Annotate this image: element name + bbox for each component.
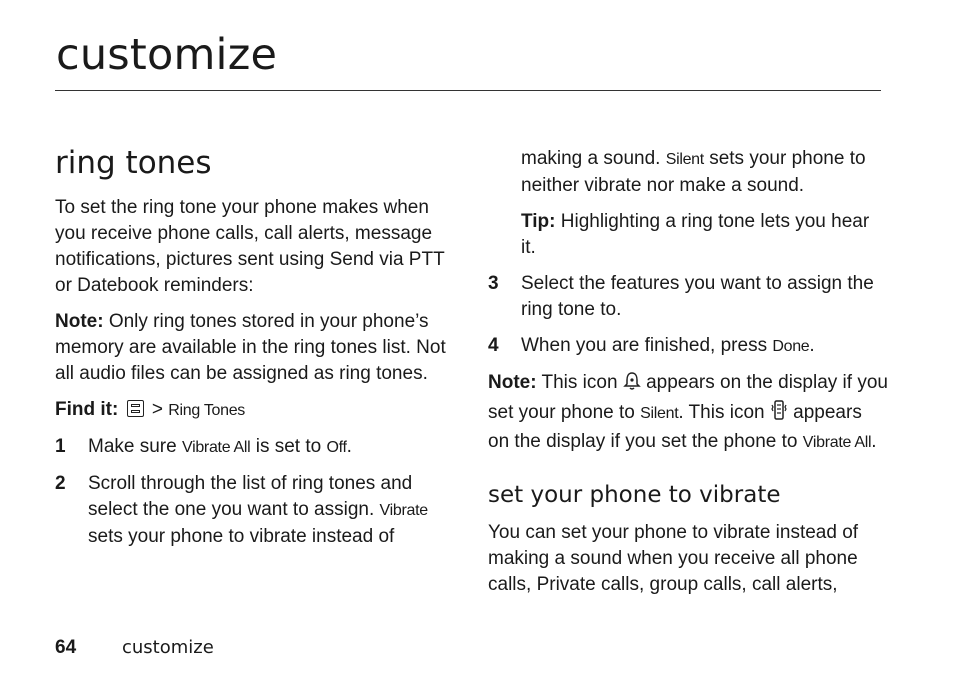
tip-paragraph <box>488 209 888 261</box>
note-paragraph <box>55 309 450 387</box>
note-label: Note: <box>55 311 104 332</box>
step-number: 4 <box>488 335 499 356</box>
running-head: customize <box>122 637 214 658</box>
step-3 <box>488 271 888 323</box>
ui-term-done: Done <box>772 338 810 355</box>
left-column <box>55 143 450 560</box>
find-it-line <box>55 397 450 424</box>
step-text: When you are finished, press Done. <box>521 335 815 356</box>
tip-text: Highlighting a ring tone lets you hear it. <box>521 211 870 258</box>
vibrate-paragraph: You can set your phone to vibrate instead of making a sound when you receive all phone calls, Private calls, group calls, call alerts, <box>488 522 859 595</box>
ui-term-silent: Silent <box>665 151 704 168</box>
ui-term-off: Off <box>326 439 347 456</box>
step-text: Scroll through the list of ring tones and select the one you want to assign. Vibrate sets your phone to vibrate instead of <box>88 473 428 547</box>
section-heading-ring-tones: ring tones <box>55 145 212 181</box>
menu-key-icon <box>127 400 144 417</box>
step-text: Select the features you want to assign the ring tone to. <box>521 273 874 320</box>
bell-silent-icon <box>623 371 641 399</box>
step-number: 1 <box>55 436 66 457</box>
tip-label: Tip: <box>521 211 556 232</box>
note2-paragraph: Note: This icon appears on the display if you set your phone to Silent. This icon appears on the display if you set the phone to Vibrate All. <box>488 372 888 452</box>
step-2-start <box>55 471 450 550</box>
ui-term-vibrate: Vibrate <box>379 502 428 519</box>
vibrate-phone-icon <box>770 399 788 429</box>
section-heading-vibrate: set your phone to vibrate <box>488 482 781 508</box>
step-number: 2 <box>55 473 66 494</box>
right-column <box>488 146 888 608</box>
find-it-label: Find it: <box>55 399 119 420</box>
page-title: customize <box>56 30 278 80</box>
intro-paragraph: To set the ring tone your phone makes when you receive phone calls, call alerts, message notifications, pictures sent using Send via PTT or Datebook reminders: <box>55 197 445 296</box>
step-4 <box>488 333 888 360</box>
page-number: 64 <box>55 637 77 658</box>
step-1 <box>55 434 450 461</box>
note-text: Only ring tones stored in your phone’s memory are available in the ring tones list. Not all audio files can be assigned as ring tones. <box>55 311 446 384</box>
ui-term-vibrate-all: Vibrate All <box>802 434 872 451</box>
ui-term-silent: Silent <box>640 405 679 422</box>
find-it-separator: > <box>146 399 169 420</box>
note2-label: Note: <box>488 372 537 393</box>
step-number: 3 <box>488 273 499 294</box>
step-2-continued: making a sound. Silent sets your phone to neither vibrate nor make a sound. <box>521 148 866 196</box>
title-divider <box>55 90 881 91</box>
step-text: Make sure Vibrate All is set to Off. <box>88 436 352 457</box>
ui-term-vibrate-all: Vibrate All <box>181 439 251 456</box>
find-it-path: Ring Tones <box>168 402 246 419</box>
